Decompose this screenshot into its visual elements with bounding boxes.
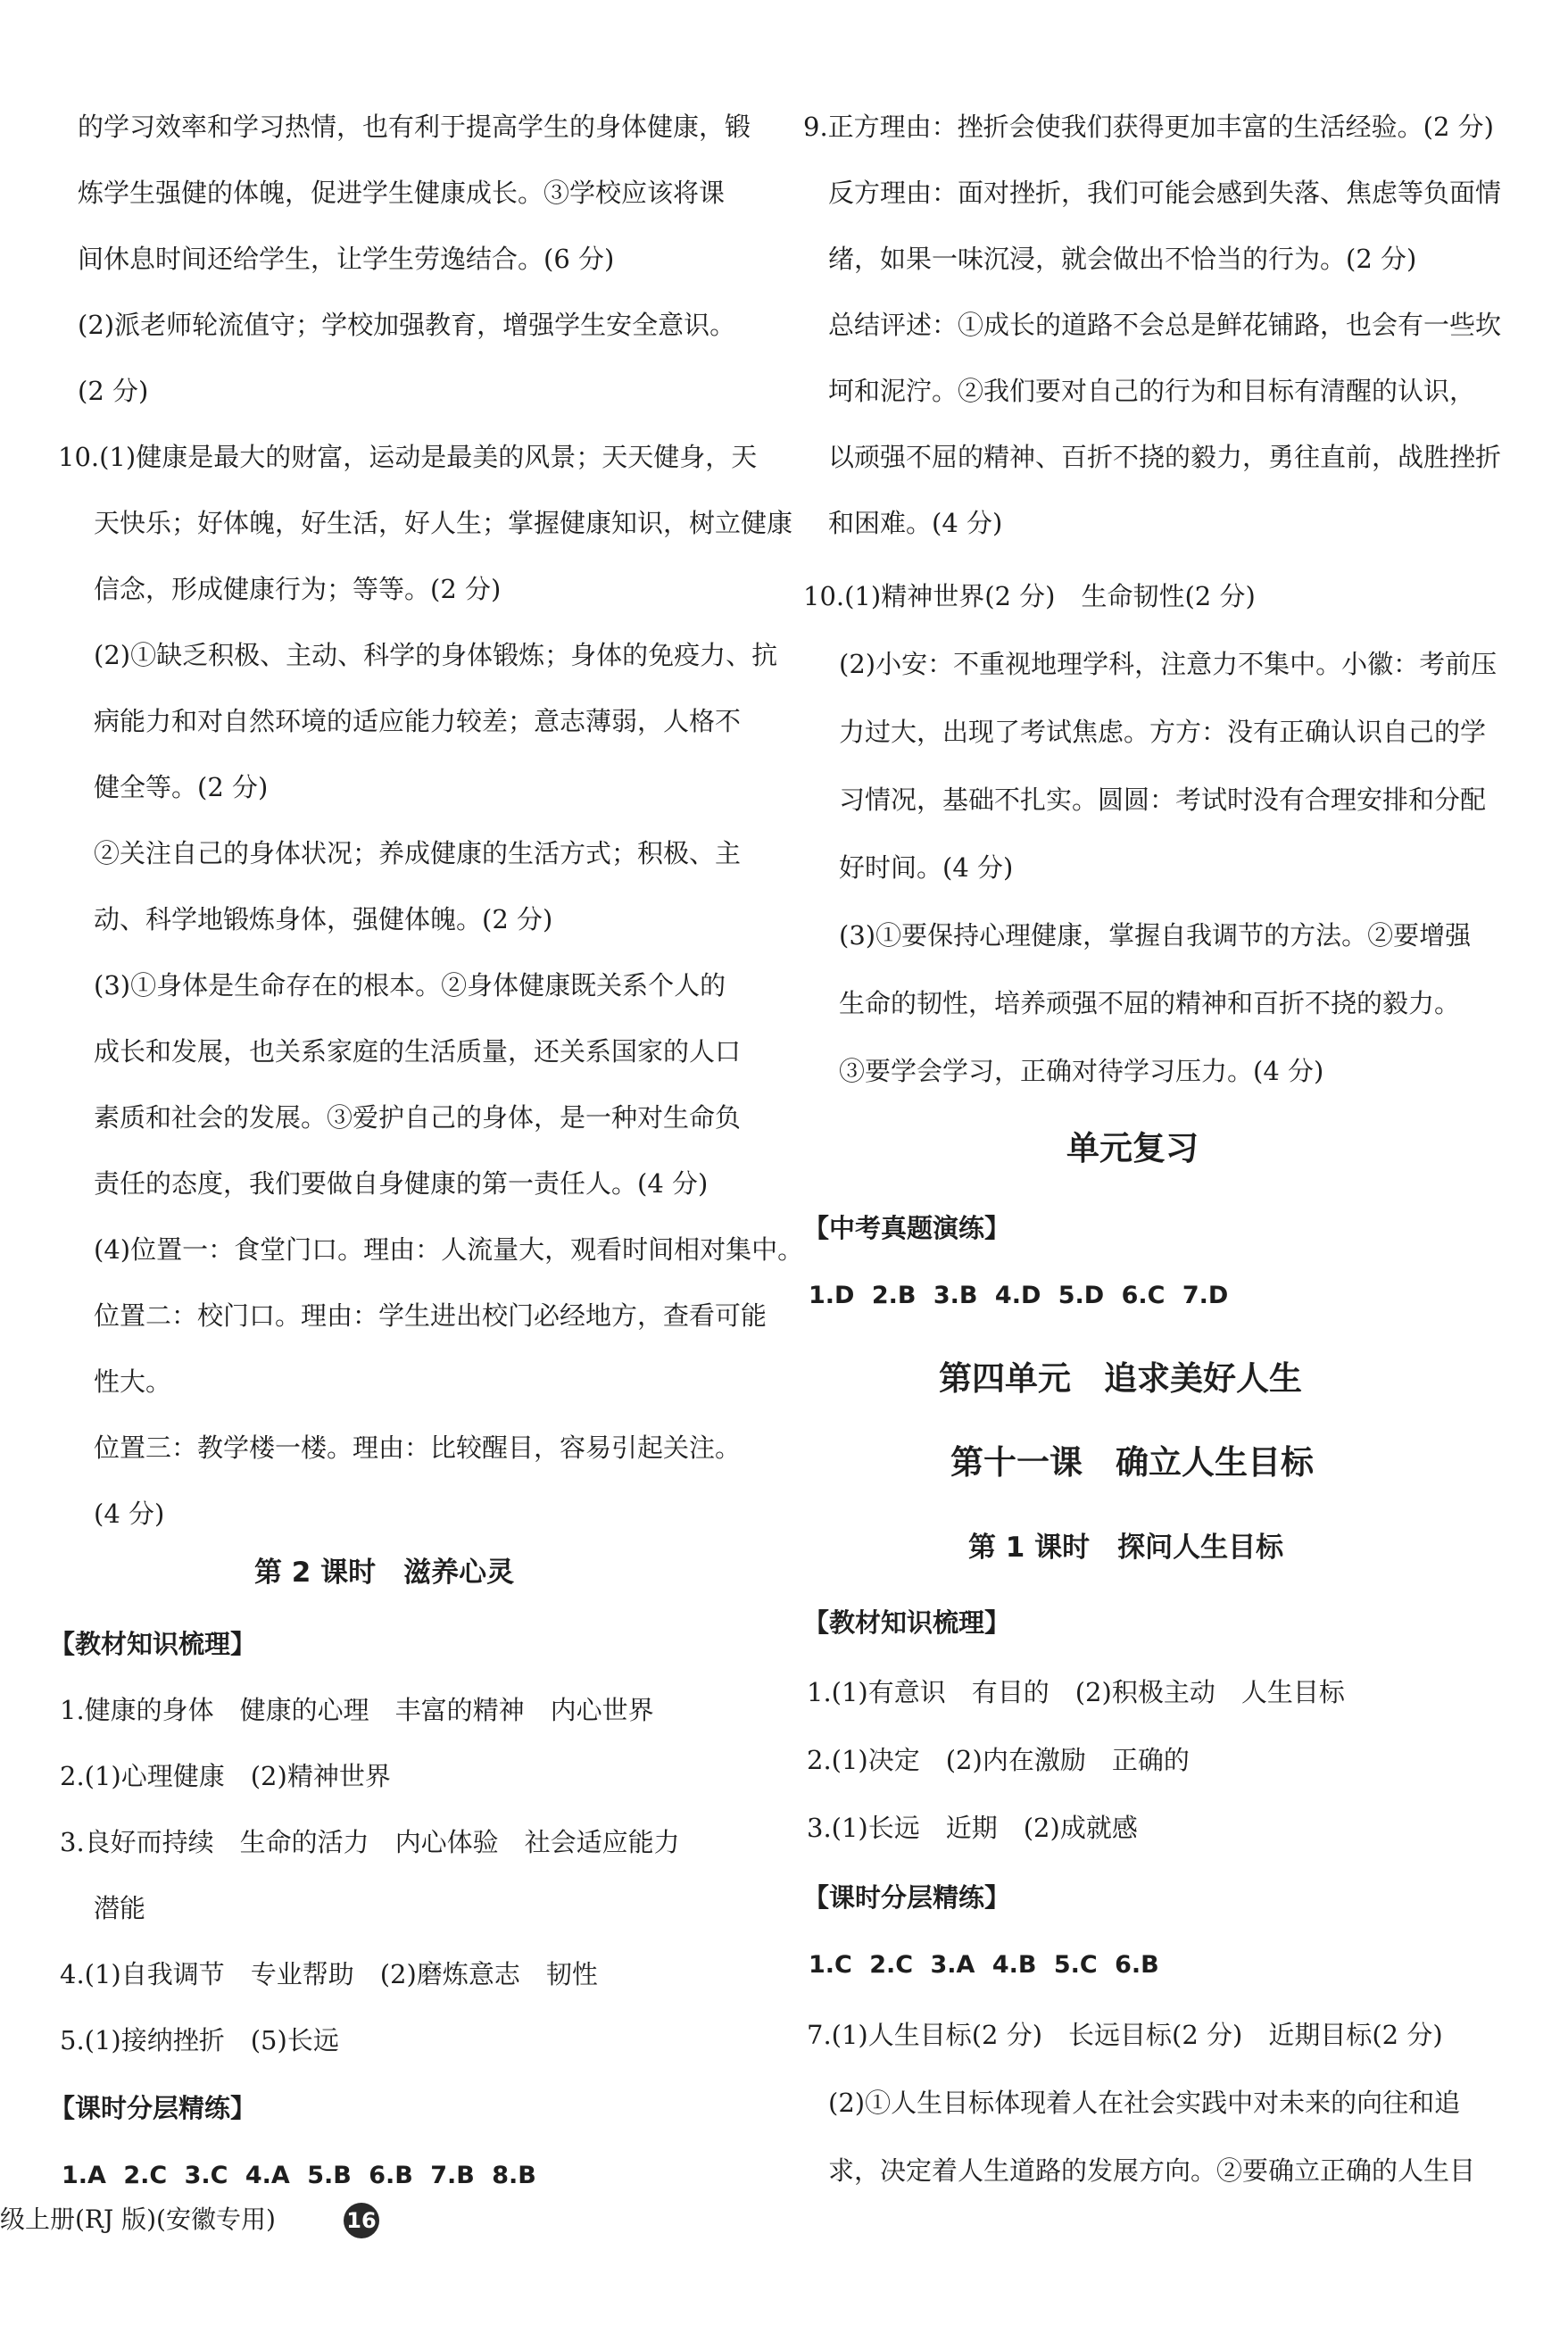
choice-answers: 1.C 2.C 3.A 4.B 5.C 6.B xyxy=(809,1951,1159,1979)
text-line: 天快乐；好体魄，好生活，好人生；掌握健康知识，树立健康 xyxy=(94,508,793,538)
section-title-practice: 【课时分层精练】 xyxy=(49,2093,257,2123)
text-line: (2)派老师轮流值守；学校加强教育，增强学生安全意识。 xyxy=(78,310,736,340)
knowledge-line: 3.良好而持续 生命的活力 内心体验 社会适应能力 xyxy=(60,1827,680,1857)
text-line: 素质和社会的发展。③爱护自己的身体，是一种对生命负 xyxy=(94,1102,742,1133)
knowledge-line: 5.(1)接纳挫折 (5)长远 xyxy=(60,2025,339,2055)
text-line: 病能力和对自然环境的适应能力较差；意志薄弱，人格不 xyxy=(94,706,742,736)
section-title-exam: 【中考真题演练】 xyxy=(803,1213,1011,1243)
text-line: (2 分) xyxy=(78,376,149,406)
knowledge-line: 1.(1)有意识 有目的 (2)积极主动 人生目标 xyxy=(807,1677,1345,1707)
text-line: 健全等。(2 分) xyxy=(94,772,269,802)
text-line: 动、科学地锻炼身体，强健体魄。(2 分) xyxy=(94,904,553,934)
section-title-knowledge: 【教材知识梳理】 xyxy=(49,1629,257,1659)
text-line: 反方理由：面对挫折，我们可能会感到失落、焦虑等负面情 xyxy=(828,178,1502,208)
text-line: 坷和泥泞。②我们要对自己的行为和目标有清醒的认识， xyxy=(828,376,1476,406)
text-line: 的学习效率和学习热情，也有利于提高学生的身体健康，锻 xyxy=(78,112,751,142)
review-title: 单元复习 xyxy=(1066,1129,1199,1167)
knowledge-line: 2.(1)决定 (2)内在激励 正确的 xyxy=(807,1745,1190,1775)
period-title: 第 1 课时 探问人生目标 xyxy=(968,1532,1284,1564)
text-line: 9.正方理由：挫折会使我们获得更加丰富的生活经验。(2 分) xyxy=(803,112,1494,142)
text-line: 7.(1)人生目标(2 分) 长远目标(2 分) 近期目标(2 分) xyxy=(807,2020,1443,2050)
text-line: 以顽强不屈的精神、百折不挠的毅力，勇往直前，战胜挫折 xyxy=(828,442,1502,472)
section-title-practice: 【课时分层精练】 xyxy=(803,1882,1011,1913)
text-line: 性大。 xyxy=(94,1366,172,1397)
text-line: 位置二：校门口。理由：学生进出校门必经地方，查看可能 xyxy=(94,1300,767,1331)
knowledge-line: 2.(1)心理健康 (2)精神世界 xyxy=(60,1761,391,1791)
text-line: 10.(1)健康是最大的财富，运动是最美的风景；天天健身，天 xyxy=(58,442,758,472)
text-line: 求，决定着人生道路的发展方向。②要确立正确的人生目 xyxy=(828,2155,1476,2186)
text-line: 信念，形成健康行为；等等。(2 分) xyxy=(94,574,502,604)
text-line: 和困难。(4 分) xyxy=(828,508,1003,538)
text-line: 总结评述：①成长的道路不会总是鲜花铺路，也会有一些坎 xyxy=(828,310,1502,340)
text-line: 10.(1)精神世界(2 分) 生命韧性(2 分) xyxy=(803,581,1256,611)
choice-answers: 1.A 2.C 3.C 4.A 5.B 6.B 7.B 8.B xyxy=(62,2162,536,2189)
text-line: (2)小安：不重视地理学科，注意力不集中。小徽：考前压 xyxy=(839,649,1497,679)
page-number-badge: 16 xyxy=(344,2203,379,2238)
text-line: 好时间。(4 分) xyxy=(839,852,1014,883)
knowledge-line: 潜能 xyxy=(94,1893,146,1923)
unit-title: 第四单元 追求美好人生 xyxy=(939,1359,1302,1398)
text-line: (4)位置一：食堂门口。理由：人流量大，观看时间相对集中。 xyxy=(94,1234,804,1265)
footer-text: 级上册(RJ 版)(安徽专用) xyxy=(0,2205,276,2234)
text-line: 生命的韧性，培养顽强不屈的精神和百折不挠的毅力。 xyxy=(839,988,1461,1018)
text-line: (3)①身体是生命存在的根本。②身体健康既关系个人的 xyxy=(94,970,726,1001)
knowledge-line: 3.(1)长远 近期 (2)成就感 xyxy=(807,1813,1138,1843)
section-title-knowledge: 【教材知识梳理】 xyxy=(803,1607,1011,1638)
text-line: (3)①要保持心理健康，掌握自我调节的方法。②要增强 xyxy=(839,920,1472,951)
text-line: ②关注自己的身体状况；养成健康的生活方式；积极、主 xyxy=(94,838,742,868)
knowledge-line: 4.(1)自我调节 专业帮助 (2)磨炼意志 韧性 xyxy=(60,1959,598,1989)
exam-answers: 1.D 2.B 3.B 4.D 5.D 6.C 7.D xyxy=(809,1282,1229,1309)
text-line: 间休息时间还给学生，让学生劳逸结合。(6 分) xyxy=(78,244,615,274)
text-line: 位置三：教学楼一楼。理由：比较醒目，容易引起关注。 xyxy=(94,1432,742,1463)
text-line: 成长和发展，也关系家庭的生活质量，还关系国家的人口 xyxy=(94,1036,742,1067)
text-line: (2)①缺乏积极、主动、科学的身体锻炼；身体的免疫力、抗 xyxy=(94,640,778,670)
text-line: 责任的态度，我们要做自身健康的第一责任人。(4 分) xyxy=(94,1168,709,1199)
text-line: 力过大，出现了考试焦虑。方方：没有正确认识自己的学 xyxy=(839,717,1487,747)
text-line: (4 分) xyxy=(94,1499,165,1529)
text-line: ③要学会学习，正确对待学习压力。(4 分) xyxy=(839,1056,1324,1086)
text-line: 炼学生强健的体魄，促进学生健康成长。③学校应该将课 xyxy=(78,178,726,208)
text-line: 习情况，基础不扎实。圆圆：考试时没有合理安排和分配 xyxy=(839,785,1487,815)
lesson-title: 第 2 课时 滋养心灵 xyxy=(254,1557,515,1589)
text-line: 绪，如果一味沉浸，就会做出不恰当的行为。(2 分) xyxy=(828,244,1417,274)
knowledge-line: 1.健康的身体 健康的心理 丰富的精神 内心世界 xyxy=(60,1695,654,1725)
text-line: (2)①人生目标体现着人在社会实践中对未来的向往和追 xyxy=(828,2088,1461,2118)
lesson-title: 第十一课 确立人生目标 xyxy=(950,1443,1314,1482)
